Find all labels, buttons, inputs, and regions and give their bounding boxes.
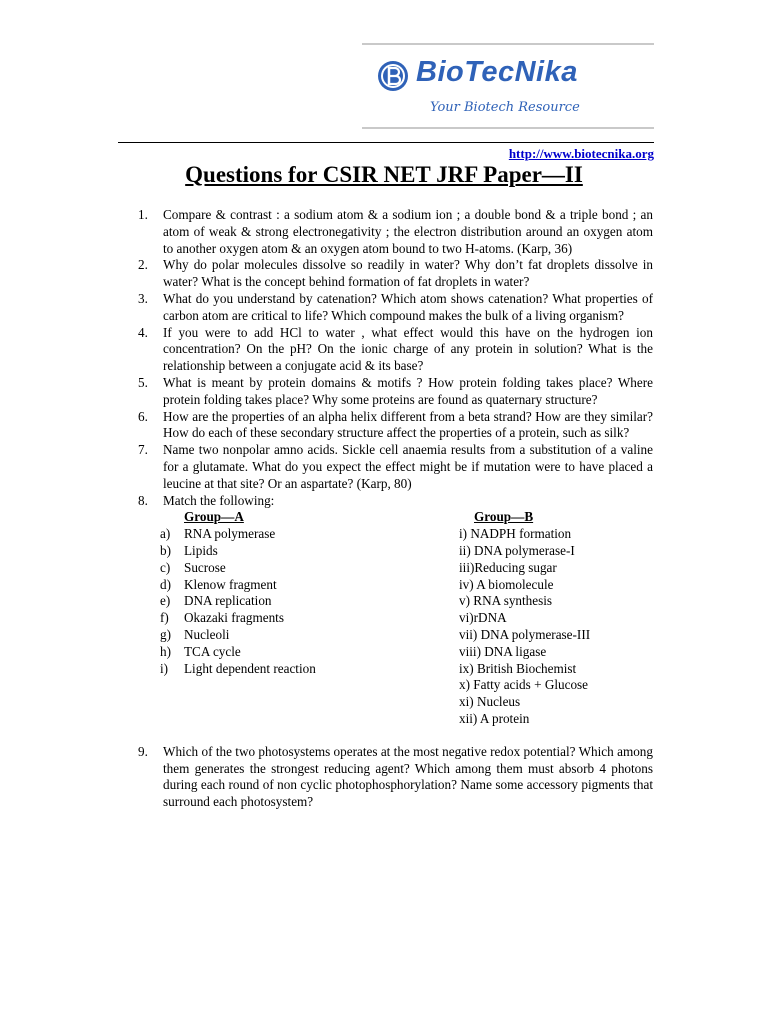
- row-letter: d): [160, 576, 171, 592]
- question-number: 1.: [138, 207, 148, 222]
- group-a-item: DNA replication: [184, 593, 272, 609]
- group-a-item: Lipids: [184, 542, 218, 558]
- match-row: [138, 644, 653, 661]
- biotecnika-logo: [376, 56, 656, 126]
- group-b-item: v) RNA synthesis: [459, 593, 553, 609]
- question-item: [138, 375, 653, 409]
- question-item: [138, 744, 653, 811]
- group-b-item: viii) DNA ligase: [459, 643, 547, 659]
- match-the-following-table: [138, 509, 653, 727]
- match-row: [138, 526, 653, 543]
- group-b-item: xii) A protein: [459, 710, 530, 726]
- question-number: 7.: [138, 442, 148, 458]
- question-text: What do you understand by catenation? Which atom shows catenation? What properties of carbon atom are critical to life? Which compound makes the bulk of a living organism?: [163, 290, 653, 323]
- question-text: Compare & contrast : a sodium atom & a sodium ion ; a double bond & a triple bond ; an atom of weak & strong electronegativity ; the electron distribution around an oxygen atom to another oxygen atom & an oxygen atom bound to two H-atoms. (Karp, 36): [163, 207, 653, 256]
- website-link[interactable]: http://www.biotecnika.org: [508, 146, 654, 161]
- match-table-header: [138, 509, 653, 526]
- group-a-item: Klenow fragment: [184, 576, 277, 592]
- question-text: Name two nonpolar amno acids. Sickle cell anaemia results from a substitution of a valine for a glutamate. What do you expect the effect might be if mutation were to have placed a leucine at that site? Or an aspartate? (Karp, 80): [163, 442, 653, 491]
- group-a-item: RNA polymerase: [184, 526, 276, 542]
- match-row: [138, 593, 653, 610]
- question-text: How are the properties of an alpha helix different from a beta strand? How are they similar? How do each of these secondary structure affect the properties of a protein, such as silk?: [163, 408, 653, 441]
- match-row: [138, 577, 653, 594]
- group-b-item: ix) British Biochemist: [459, 660, 577, 676]
- spacer: [138, 728, 653, 744]
- match-row: [138, 677, 653, 694]
- question-item: [138, 257, 653, 291]
- question-item: [138, 207, 653, 257]
- group-b-item: vii) DNA polymerase-III: [459, 626, 591, 642]
- group-b-item: ii) DNA polymerase-I: [459, 542, 575, 558]
- question-item: [138, 325, 653, 375]
- group-a-heading: Group—A: [184, 509, 244, 525]
- group-b-item: i) NADPH formation: [459, 526, 572, 542]
- match-row: [138, 610, 653, 627]
- row-letter: c): [160, 559, 171, 575]
- row-letter: b): [160, 542, 171, 558]
- row-letter: f): [160, 610, 169, 626]
- row-letter: h): [160, 643, 171, 659]
- group-a-item: Nucleoli: [184, 626, 230, 642]
- logo-emblem-icon: [376, 59, 410, 93]
- group-b-item: x) Fatty acids + Glucose: [459, 677, 589, 693]
- match-row: [138, 694, 653, 711]
- logo-brand-name: BioTecNika: [416, 56, 578, 88]
- question-number: 5.: [138, 374, 148, 390]
- question-text: What is meant by protein domains & motifs ? How protein folding takes place? Where protein folding takes place? Why some proteins are found as quaternary structure?: [163, 374, 653, 407]
- question-number: 4.: [138, 324, 148, 340]
- question-text: Match the following:: [163, 492, 275, 508]
- row-letter: i): [160, 660, 169, 676]
- row-letter: e): [160, 593, 171, 609]
- match-row: [138, 560, 653, 577]
- group-a-item: Okazaki fragments: [184, 610, 284, 626]
- group-a-item: TCA cycle: [184, 643, 241, 659]
- group-b-item: iii)Reducing sugar: [459, 559, 557, 575]
- question-list: [138, 207, 653, 811]
- logo-tagline: Your Biotech Resource: [430, 100, 580, 115]
- match-row: [138, 661, 653, 678]
- group-a-item: Light dependent reaction: [184, 660, 316, 676]
- question-number: 9.: [138, 743, 148, 759]
- question-item: [138, 409, 653, 443]
- group-b-heading: Group—B: [474, 509, 534, 525]
- page-title: Questions for CSIR NET JRF Paper—II: [185, 162, 583, 187]
- question-text: Which of the two photosystems operates at the most negative redox potential? Which among them generates the strongest reducing agent? Which among them must absorb 4 photons during each round of non cyclic photophosphorylation? Name some accessory pigments that surround each photosystem?: [163, 743, 653, 810]
- question-item: [138, 442, 653, 492]
- question-number: 2.: [138, 257, 148, 273]
- question-item: [138, 493, 653, 510]
- group-a-item: Sucrose: [184, 559, 226, 575]
- group-b-item: xi) Nucleus: [459, 694, 521, 710]
- question-text: Why do polar molecules dissolve so readily in water? Why don’t fat droplets dissolve in water? What is the concept behind formation of fat droplets in water?: [163, 257, 653, 290]
- row-letter: g): [160, 626, 171, 642]
- page-header-rule: [118, 142, 654, 143]
- question-item: [138, 291, 653, 325]
- match-row: [138, 543, 653, 560]
- header-divider-top: [362, 43, 654, 45]
- group-b-item: vi)rDNA: [459, 610, 507, 626]
- row-letter: a): [160, 526, 171, 542]
- group-b-item: iv) A biomolecule: [459, 576, 554, 592]
- question-number: 6.: [138, 408, 148, 424]
- match-row: [138, 627, 653, 644]
- question-number: 8.: [138, 492, 148, 508]
- match-row: [138, 711, 653, 728]
- question-number: 3.: [138, 290, 148, 306]
- header-divider-bottom: [362, 127, 654, 129]
- question-text: If you were to add HCl to water , what effect would this have on the hydrogen ion concentration? On the pH? On the ionic charge of any protein in solution? What is the relationship between a conjugate acid & its base?: [163, 324, 653, 374]
